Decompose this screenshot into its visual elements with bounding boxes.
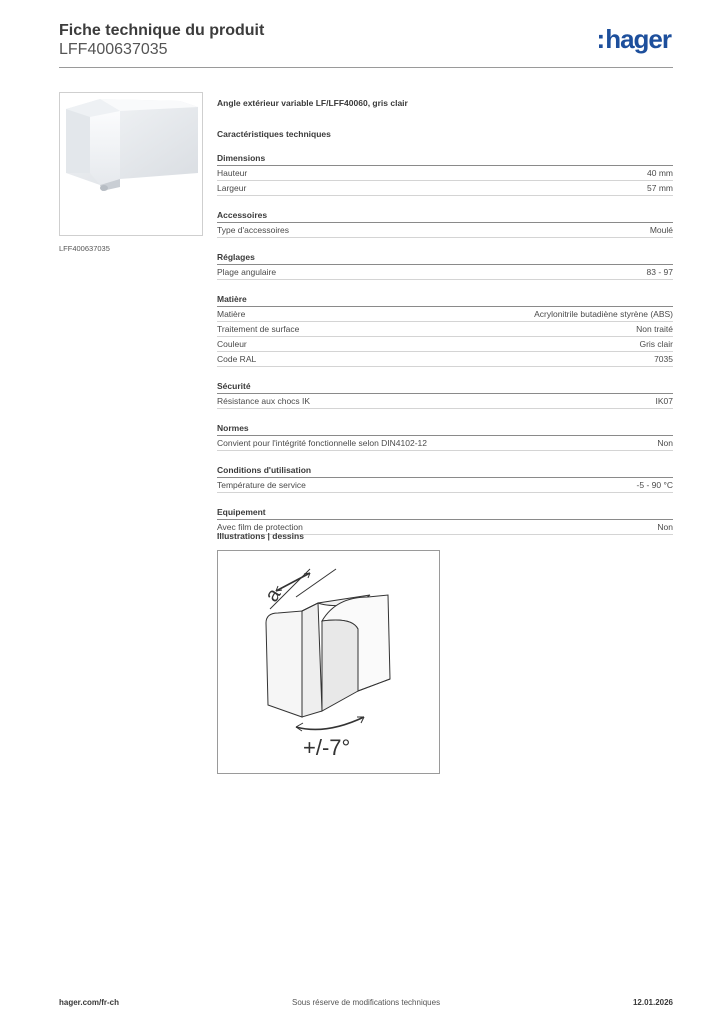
spec-row: Température de service -5 - 90 °C (217, 478, 673, 493)
spec-row: Avec film de protection Non (217, 520, 673, 535)
spec-row: Hauteur 40 mm (217, 166, 673, 181)
page-header (59, 20, 673, 68)
illustrations-heading: Illustrations | dessins (217, 531, 304, 541)
technical-sheet (217, 96, 673, 535)
spec-row: Résistance aux chocs IK IK07 (217, 394, 673, 409)
document-title: Fiche technique du produit (59, 22, 265, 39)
page-footer (59, 998, 673, 1012)
section-normes (217, 422, 673, 451)
section-securite (217, 380, 673, 409)
section-conditions (217, 464, 673, 493)
section-dimensions (217, 152, 673, 196)
spec-row: Matière Acrylonitrile butadiène styrène (ABS) (217, 307, 673, 322)
section-title: Réglages (217, 251, 673, 265)
section-title: Matière (217, 293, 673, 307)
section-title: Conditions d'utilisation (217, 464, 673, 478)
section-matiere (217, 293, 673, 367)
product-image-caption: LFF400637035 (59, 244, 110, 253)
characteristics-heading: Caractéristiques techniques (217, 129, 331, 139)
spec-row: Code RAL 7035 (217, 352, 673, 367)
spec-row: Largeur 57 mm (217, 181, 673, 196)
product-image (59, 92, 203, 236)
spec-row: Plage angulaire 83 - 97 (217, 265, 673, 280)
hager-logo: :hager (596, 24, 671, 54)
website-link[interactable]: hager.com/fr-ch (59, 998, 120, 1007)
technical-drawing (217, 550, 440, 774)
section-title: Normes (217, 422, 673, 436)
footer-notice: Sous réserve de modifications techniques (292, 998, 441, 1007)
section-title: Sécurité (217, 380, 673, 394)
spec-row: Couleur Gris clair (217, 337, 673, 352)
spec-row: Convient pour l'intégrité fonctionnelle selon DIN4102-12 Non (217, 436, 673, 451)
section-accessoires (217, 209, 673, 238)
product-reference: LFF400637035 (59, 41, 168, 58)
section-title: Dimensions (217, 152, 673, 166)
dimension-label: a (260, 584, 286, 606)
footer-date: 12.01.2026 (632, 998, 673, 1007)
spec-row: Type d'accessoires Moulé (217, 223, 673, 238)
section-reglages (217, 251, 673, 280)
section-title: Equipement (217, 506, 673, 520)
section-title: Accessoires (217, 209, 673, 223)
header-divider (59, 67, 673, 68)
spec-row: Traitement de surface Non traité (217, 322, 673, 337)
product-name: Angle extérieur variable LF/LFF40060, gris clair (217, 98, 408, 108)
product-photo-icon (60, 93, 202, 235)
angle-label: +/-7° (303, 735, 351, 760)
